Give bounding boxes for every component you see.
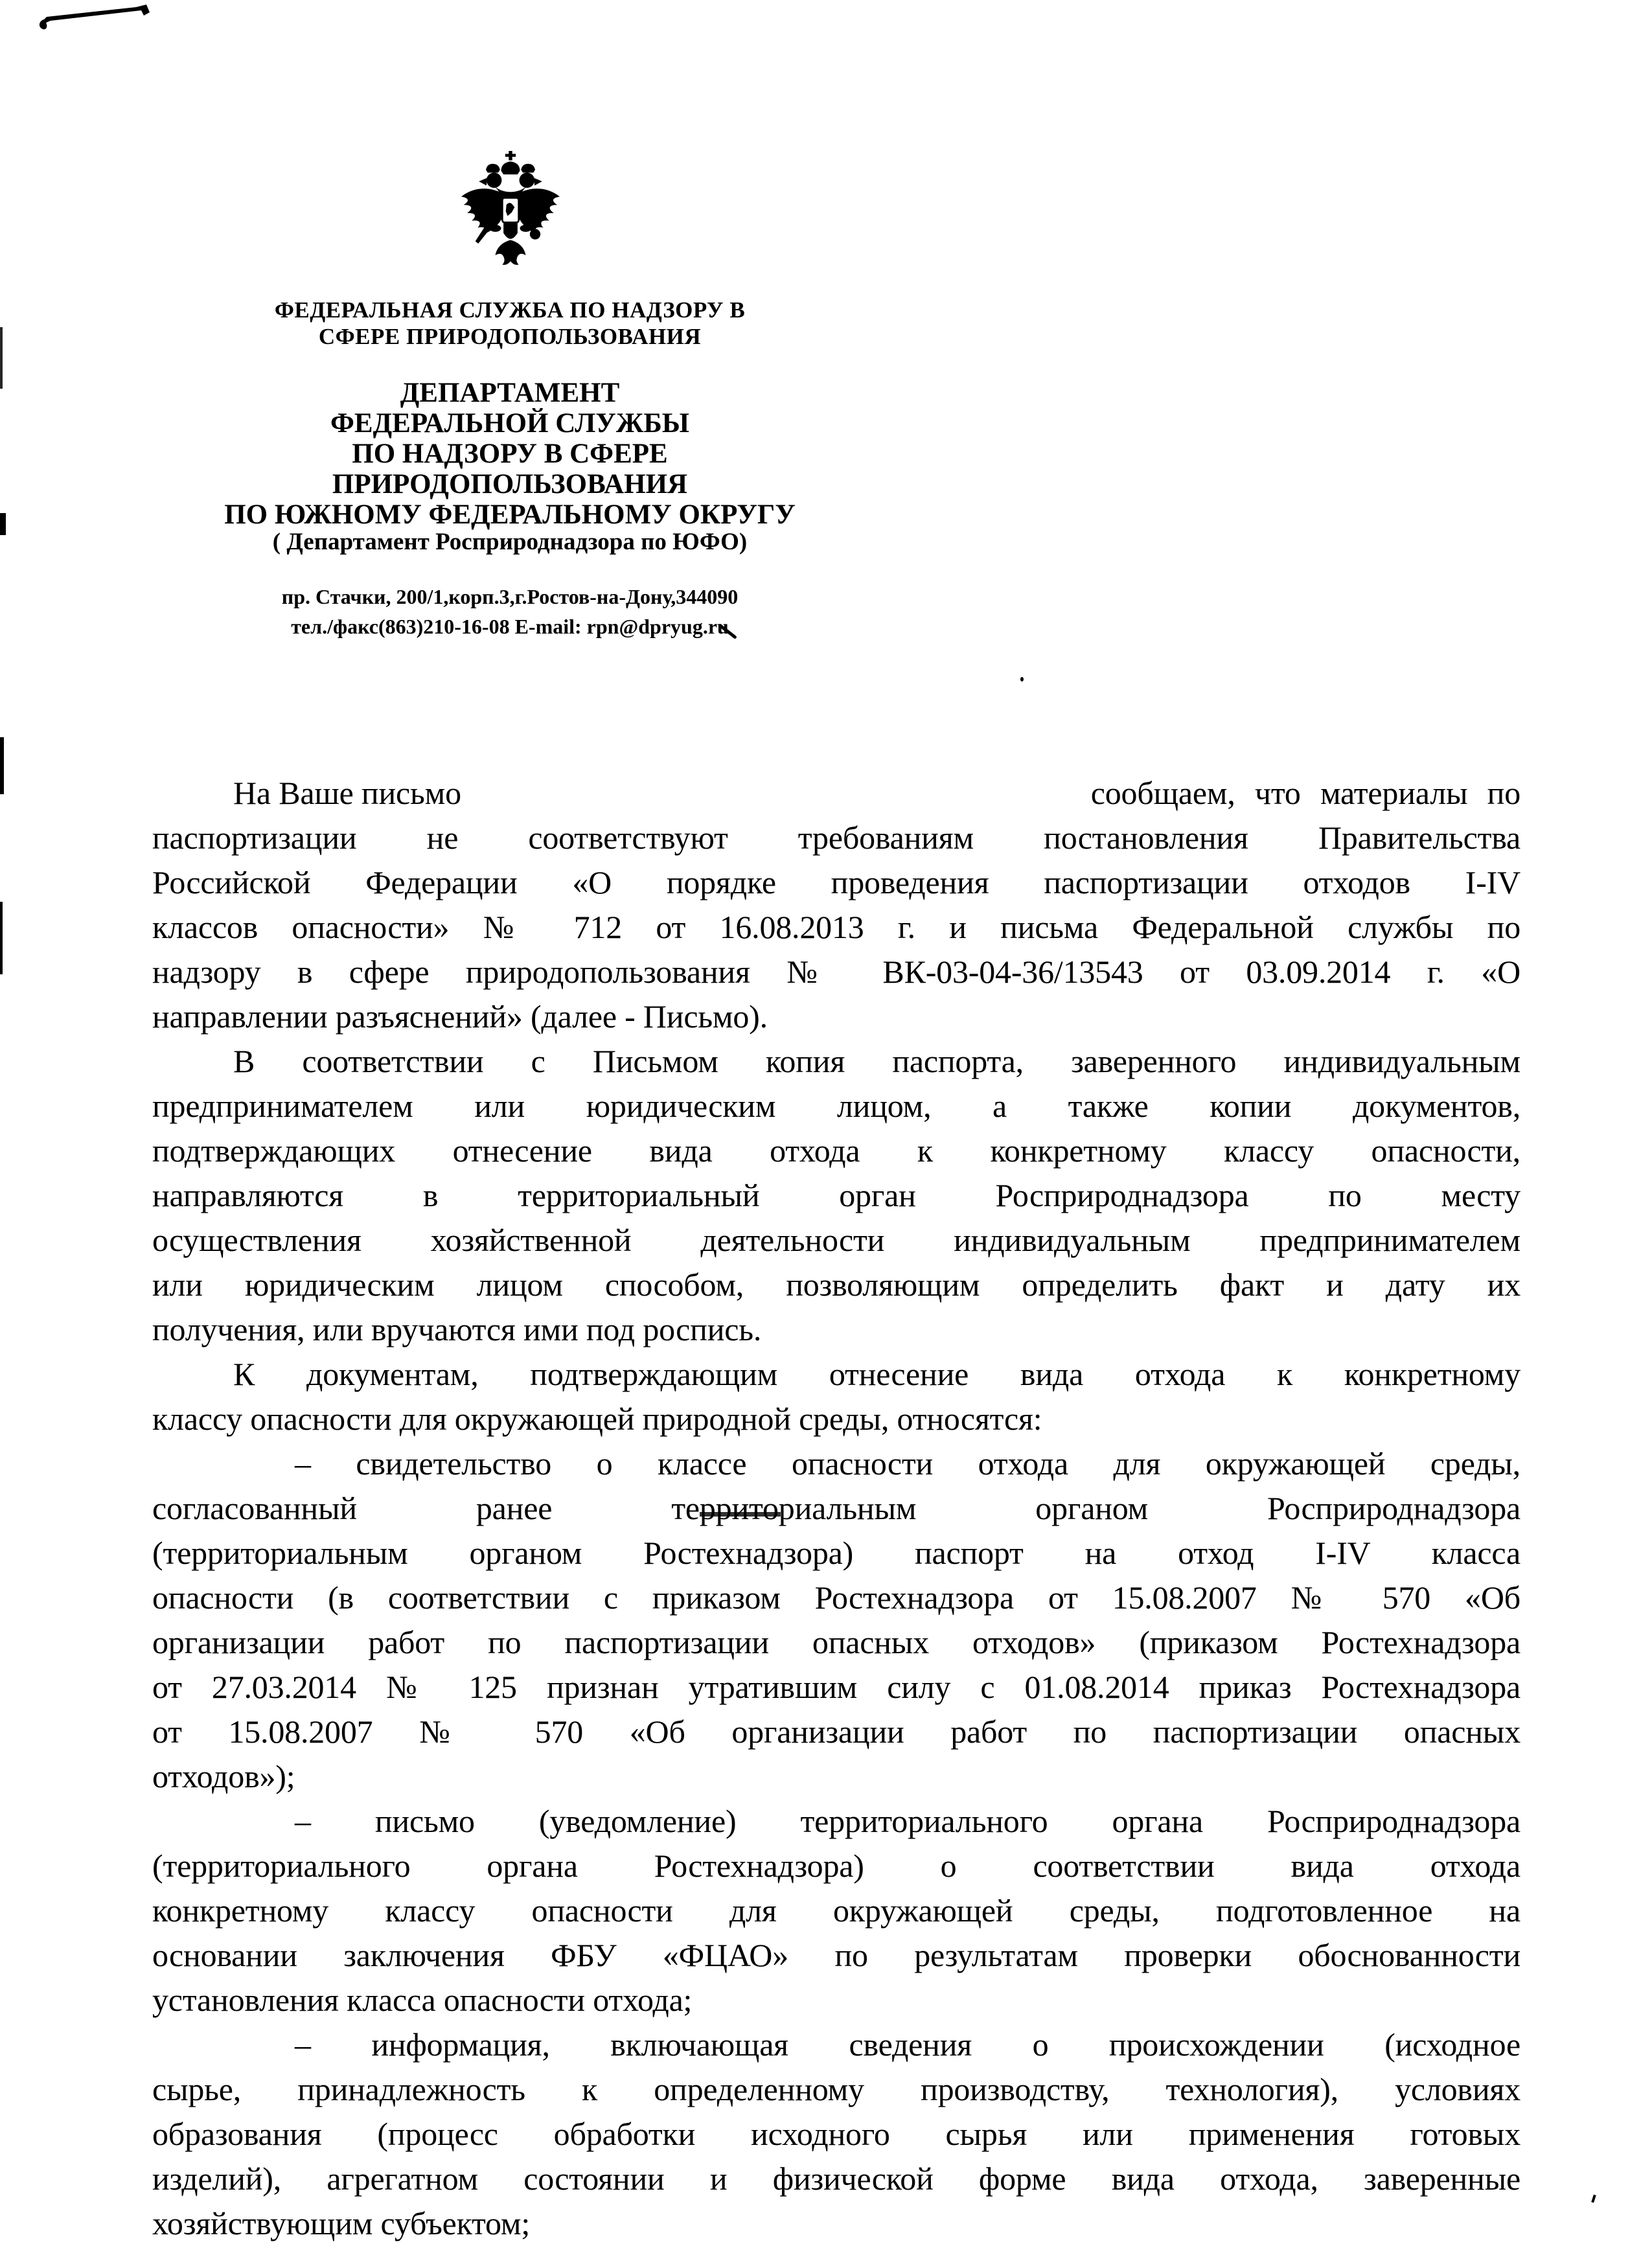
body-line: подтверждающих отнесение вида отхода к конкретному классу опасности, xyxy=(152,1132,1520,1169)
body-line: Российской Федерации «О порядке проведения паспортизации отходов I-IV xyxy=(152,864,1520,900)
body-line: основании заключения ФБУ «ФЦАО» по результатам проверки обоснованности xyxy=(152,1937,1520,1973)
body-line: сырье, принадлежность к определенному производству, технология), условиях xyxy=(152,2071,1520,2107)
scan-artifact-dot xyxy=(1020,677,1024,682)
body-line: классов опасности» № 712 от 16.08.2013 г. и письма Федеральной службы по xyxy=(152,909,1520,945)
letterhead-contacts xyxy=(154,582,866,641)
scan-artifact-dot xyxy=(1591,2195,1596,2203)
agency-name-line: ФЕДЕРАЛЬНАЯ СЛУЖБА ПО НАДЗОРУ В xyxy=(274,297,746,323)
body-line: получения, или вручаются ими под роспись. xyxy=(152,1311,762,1347)
department-name-line: ПО ЮЖНОМУ ФЕДЕРАЛЬНОМУ ОКРУГУ xyxy=(224,499,796,530)
body-line: опасности (в соответствии с приказом Ростехнадзора от 15.08.2007 № 570 «Об xyxy=(152,1579,1520,1616)
body-line: осуществления хозяйственной деятельности индивидуальным предпринимателем xyxy=(152,1222,1520,1258)
scan-artifact-edge-mark xyxy=(0,513,6,535)
department-name-line: ПРИРОДОПОЛЬЗОВАНИЯ xyxy=(332,469,688,499)
body-line: К документам, подтверждающим отнесение вида отхода к конкретному xyxy=(233,1356,1520,1392)
body-line-opening xyxy=(152,771,1520,816)
body-line: надзору в сфере природопользования № ВК-03-04-36/13543 от 03.09.2014 г. «О xyxy=(152,954,1520,990)
letter-body xyxy=(152,771,1520,2246)
body-line: (территориальным органом Ростехнадзора) паспорт на отход I-IV класса xyxy=(152,1535,1520,1571)
scan-artifact-edge-mark xyxy=(0,902,3,974)
scan-artifact-pen-stroke xyxy=(38,3,155,32)
body-line: направляются в территориальный орган Росприроднадзора по месту xyxy=(152,1177,1520,1213)
body-line: конкретному классу опасности для окружающей среды, подготовленное на xyxy=(152,1892,1520,1929)
opening-reference-text: На Ваше письмо xyxy=(233,775,461,811)
body-line: от 15.08.2007 № 570 «Об организации работ по паспортизации опасных xyxy=(152,1713,1520,1750)
body-line: паспортизации не соответствуют требованиям постановления Правительства xyxy=(152,819,1520,856)
body-line-bullet: – информация, включающая сведения о происхождении (исходное xyxy=(295,2026,1520,2063)
body-line: организации работ по паспортизации опасных отходов» (приказом Ростехнадзора xyxy=(152,1624,1520,1660)
body-line: В соответствии с Письмом копия паспорта, заверенного индивидуальным xyxy=(233,1043,1520,1079)
department-name-line: ФЕДЕРАЛЬНОЙ СЛУЖБЫ xyxy=(330,408,689,439)
body-line: установления класса опасности отхода; xyxy=(152,1982,693,2018)
agency-name xyxy=(154,297,866,350)
body-line: от 27.03.2014 № 125 признан утратившим силу с 01.08.2014 приказ Ростехнадзора xyxy=(152,1669,1520,1705)
coat-of-arms-icon xyxy=(450,151,571,274)
body-line: классу опасности для окружающей природной среды, относятся: xyxy=(152,1401,1042,1437)
scan-artifact-edge-mark xyxy=(0,327,3,389)
department-short-name: ( Департамент Росприроднадзора по ЮФО) xyxy=(272,529,748,555)
body-line: образования (процесс обработки исходного сырья или применения готовых xyxy=(152,2116,1520,2152)
body-line: (территориального органа Ростехнадзора) о соответствии вида отхода xyxy=(152,1848,1520,1884)
contact-line: тел./факс(863)210-16-08 E-mail: rpn@dpryug.ru xyxy=(291,615,729,638)
body-line: изделий), агрегатном состоянии и физической форме вида отхода, заверенные xyxy=(152,2160,1520,2197)
opening-statement-text: сообщаем, что материалы по xyxy=(1090,775,1520,811)
blank-reference-gap xyxy=(461,771,1091,816)
body-line: направлении разъяснений» (далее - Письмо). xyxy=(152,998,768,1035)
body-line: отходов»); xyxy=(152,1758,295,1794)
body-line-bullet: – свидетельство о классе опасности отхода для окружающей среды, xyxy=(295,1445,1520,1482)
body-line: или юридическим лицом способом, позволяющим определить факт и дату их xyxy=(152,1266,1520,1303)
department-name-line: ДЕПАРТАМЕНТ xyxy=(400,378,620,408)
body-line: предпринимателем или юридическим лицом, а также копии документов, xyxy=(152,1088,1520,1124)
body-line: согласованный ранее территориальным органом Росприроднадзора xyxy=(152,1490,1520,1526)
scan-artifact-edge-mark xyxy=(0,737,4,794)
department-name-line: ПО НАДЗОРУ В СФЕРЕ xyxy=(352,439,668,469)
body-line: хозяйствующим субъектом; xyxy=(152,2205,531,2241)
agency-name-line: СФЕРЕ ПРИРОДОПОЛЬЗОВАНИЯ xyxy=(318,324,702,349)
department-name xyxy=(154,378,866,530)
body-line-bullet: – письмо (уведомление) территориального органа Росприроднадзора xyxy=(295,1803,1520,1839)
address-line: пр. Стачки, 200/1,корп.3,г.Ростов-на-Дону,344090 xyxy=(281,585,739,608)
